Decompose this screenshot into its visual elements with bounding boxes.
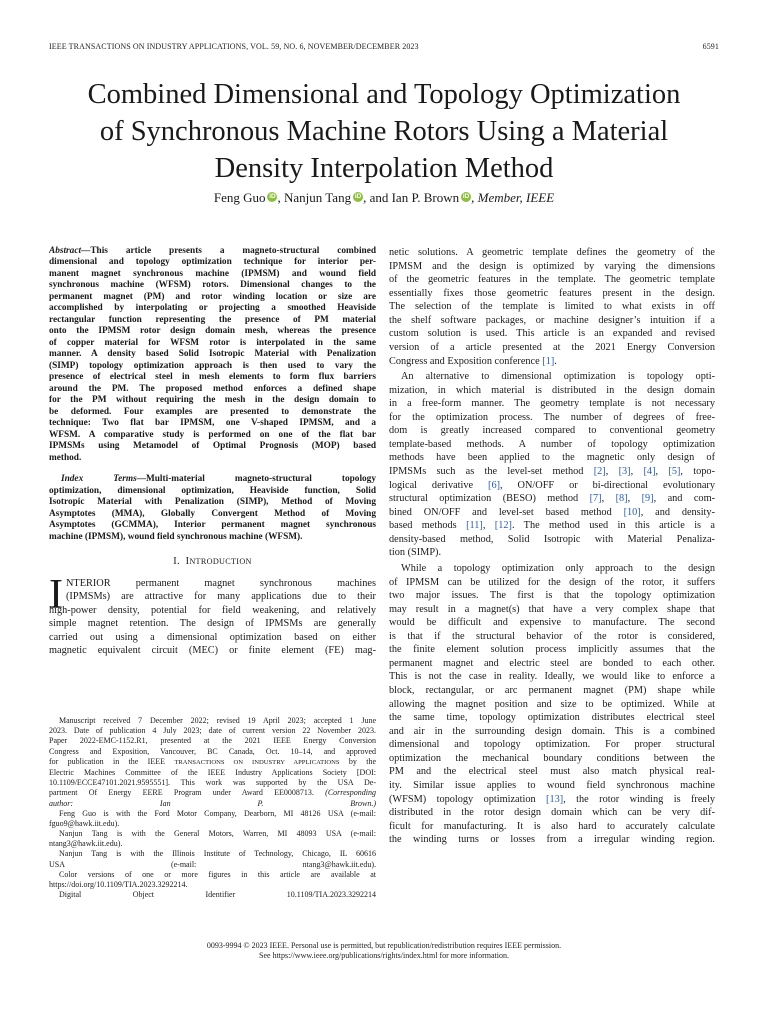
abstract-line: permanent magnet (PM) and rotor winding location or size are: [49, 291, 376, 302]
intro-line: high-power density, potential for field weakening, and relatively: [49, 604, 376, 616]
footnote-email[interactable]: fguo9@hawk.iit.edu).: [49, 818, 120, 828]
body-line: may result in a magnet(s) that have a very complex shape that: [389, 603, 715, 615]
abstract: [49, 246, 376, 464]
citation-link[interactable]: [7]: [589, 493, 602, 505]
intro-line: simple magnet retention. The design of IPMSMs are generally: [49, 618, 376, 630]
body-line: template-based methods. A number of topology optimization: [389, 438, 715, 450]
body-line: IPMSMs such as the level-set method [2], [3], [4], [5], topo-: [389, 466, 715, 477]
abstract-line: Abstract—This article presents a magneto-structural combined: [49, 246, 376, 256]
footnote-email[interactable]: USA (e-mail: ntang3@hawk.iit.edu).: [49, 859, 376, 869]
abstract-line: be deformed. Four examples are presented to demonstrate the: [49, 406, 376, 417]
abstract-line: around the PM. The proposed method enforces a defined shape: [49, 383, 376, 394]
body-line: custom solution is used. This article is an expanded and revised: [389, 328, 715, 340]
body-line: Congress and Exposition conference [1].: [389, 355, 557, 367]
orcid-icon[interactable]: iD: [354, 193, 362, 200]
body-line: tion (SIMP).: [389, 547, 442, 559]
index-terms-line: Index Terms—Multi-material magneto-structural topology: [61, 474, 376, 485]
footnote-line: for publication in the IEEE TRANSACTIONS ON INDUSTRY APPLICATIONS by the: [49, 756, 376, 766]
body-line: permanent magnet and electric steel are bonded to each other.: [389, 657, 715, 669]
body-line: bined ON/OFF and level-set based method [10], and density-: [389, 506, 715, 518]
footnote-link[interactable]: https://doi.org/10.1109/TIA.2023.3292214.: [49, 880, 188, 889]
paper-title: [40, 76, 728, 187]
intro-line: carried out using a dimensional optimization based on either: [49, 631, 376, 643]
body-line: structural optimization (BESO) method [7], [8], [9], and com-: [389, 493, 715, 505]
body-line: for the optimization process. The number of degrees of free-: [389, 411, 715, 423]
citation-link[interactable]: [9]: [641, 493, 654, 505]
abstract-line: of copper material for WFSM rotor is interpolated in the same: [49, 337, 376, 348]
abstract-line: method.: [49, 452, 82, 463]
title-line: Combined Dimensional and Topology Optimization: [87, 79, 681, 110]
paragraph-topology-optimization: [389, 370, 715, 560]
body-line: the finite element solution process implicitly assumes that the: [389, 644, 715, 656]
copyright-notice: 0093-9994 © 2023 IEEE. Personal use is permitted, but republication/redistribution requires IEEE permission.: [206, 941, 562, 950]
citation-link[interactable]: [8]: [615, 493, 628, 505]
intro-line: magnetic equivalent circuit (MEC) or finite element (FE) mag-: [49, 645, 376, 657]
abstract-line: presence of electrical steel in mesh elements to form flux barriers: [49, 372, 376, 383]
paragraph-topology-issues: [389, 562, 715, 847]
footnote-line: Manuscript received 7 December 2022; revised 19 April 2023; accepted 1 June: [59, 716, 376, 725]
doi-note: [49, 890, 376, 900]
running-head: [49, 42, 719, 54]
author-name: Feng Guo: [213, 190, 266, 205]
intro-line: NTERIOR permanent magnet synchronous machines: [66, 577, 376, 589]
doi-identifier: Digital Object Identifier 10.1109/TIA.2023.3292214: [59, 890, 376, 900]
body-line: of IPMSM can be utilized for the design of the rotor, it suffers: [389, 576, 715, 588]
author-membership: , Member, IEEE: [471, 190, 555, 205]
footnote-line: author: Ian P. Brown.): [49, 798, 376, 808]
author-name: , and Ian P. Brown: [363, 190, 460, 205]
left-column: [49, 246, 376, 658]
orcid-icon[interactable]: iD: [462, 193, 470, 200]
body-line: is that if the structural behavior of the rotor is considered,: [389, 630, 715, 642]
footnote-line: Congress and Exposition, Vancouver, BC Canada, Oct. 10–14, and approved: [49, 746, 376, 756]
body-line: would be difficult and expensive to manufacture. The second: [389, 617, 715, 629]
body-line: of the geometric features in the template. The geometric template: [389, 274, 715, 286]
body-line: allowing the magnet position and size to be optimized. While at: [389, 698, 715, 710]
body-line: density-based method, Solid Isotropic with Material Penaliza-: [389, 533, 715, 545]
body-line: dimensional and topology optimization. For proper structural: [389, 739, 715, 751]
footnote-line: Nanjun Tang is with the Illinois Institute of Technology, Chicago, IL 60616: [59, 849, 376, 859]
body-line: and air in the surrounding design domain. This is a combined: [389, 725, 715, 737]
body-line: two major issues. The first is that the topology optimization: [389, 590, 715, 602]
body-line: netic solutions. A geometric template defines the geometry of the: [389, 247, 715, 258]
footnote-line: Color versions of one or more figures in this article are available at: [59, 869, 376, 879]
index-terms-line: optimization, dimensional optimization, Heaviside function, Solid: [49, 485, 376, 496]
abstract-line: manner. A density based Solid Isotropic Material with Penalization: [49, 349, 376, 360]
index-terms-line: machine (IPMSM), wound field synchronous machine (WFSM).: [49, 531, 303, 542]
abstract-line: manent magnet synchronous machine (IPMSM) and wound field: [49, 268, 376, 279]
footnote-line: partment Of Energy EERE Program under Award EE0008713. (Corresponding: [49, 788, 376, 798]
page-number: 6591: [702, 42, 719, 51]
body-line: distributed in the rotor design domain which can be very dif-: [389, 807, 715, 819]
journal-info: IEEE TRANSACTIONS ON INDUSTRY APPLICATIONS, VOL. 59, NO. 6, NOVEMBER/DECEMBER 2023: [49, 42, 419, 51]
body-line: While a topology optimization only approach to the design: [401, 562, 715, 574]
body-line: An alternative to dimensional optimization is topology opti-: [401, 371, 715, 383]
body-line: the same time, topology optimization distributes electrical steel: [389, 712, 715, 724]
right-column: [389, 246, 715, 847]
citation-link[interactable]: [10]: [623, 506, 641, 518]
index-terms-line: Asymptotes (GCMMA), Interior permanent magnet synchronous: [49, 520, 376, 531]
abstract-heading: Abstract: [49, 246, 82, 256]
title-line: of Synchronous Machine Rotors Using a Material: [99, 116, 669, 147]
manuscript-note: [49, 716, 376, 809]
body-line: PM and the electrical steel must also match physical real-: [389, 766, 715, 778]
body-line: ficult for manufacturing. It is also hard to accurately calculate: [389, 820, 715, 832]
citation-link[interactable]: [13]: [546, 793, 564, 805]
body-line: block, rectangular, or arc permanent magnet (PM) shape while: [389, 685, 715, 696]
body-line: essentially fixes those geometric features present in the design.: [389, 287, 715, 299]
footnote-line: Nanjun Tang is with the General Motors, Warren, MI 48093 USA (e-mail:: [59, 829, 376, 839]
abstract-line: rectangular function representing the presence of PM material: [49, 314, 376, 325]
title-line: Density Interpolation Method: [214, 153, 554, 184]
body-line: ity. Similar issue applies to wound field synchronous machine: [389, 779, 715, 791]
body-line: (WFSM) topology optimization [13], the rotor winding is freely: [389, 793, 715, 805]
orcid-icon[interactable]: iD: [269, 193, 276, 200]
citation-link[interactable]: [5]: [668, 466, 681, 477]
section-heading-introduction: I. INTRODUCTION: [173, 556, 252, 568]
index-terms-line: Asymptotes (MMA), Globally Convergent Method of Moving: [49, 508, 376, 519]
body-line: the shelf software packages, or machine designer’s intuition if a: [389, 314, 715, 326]
intro-paragraph: [49, 571, 376, 658]
footnote-line: 2023. Date of publication 4 July 2023; date of current version 22 November 2023.: [49, 726, 376, 736]
footnote-line: Feng Guo is with the Ford Motor Company, Dearborn, MI 48126 USA (e-mail:: [59, 808, 376, 818]
body-line: based methods [11], [12]. The method used in this article is a: [389, 520, 715, 532]
abstract-line: technique: Two flat bar IPMSM, one V-shaped IPMSM, and a: [49, 418, 376, 429]
footnote-line: 10.1109/ECCE47101.2021.9595551]. This work was supported by the USA De-: [49, 778, 376, 788]
index-terms-line: Isotropic Material with Penalization (SIMP), Method of Moving: [49, 497, 376, 508]
drop-cap: I: [49, 571, 63, 618]
abstract-line: synchronous machine (WFSM) rotors. Dimensional changes to the: [49, 280, 376, 291]
citation-link[interactable]: [4]: [643, 466, 656, 477]
citation-link[interactable]: [6]: [488, 479, 501, 491]
abstract-line: for the PM without requiring the mesh in the design domain to: [49, 395, 376, 406]
citation-link[interactable]: [2]: [593, 466, 606, 477]
citation-link[interactable]: [12]: [494, 520, 512, 532]
footnote-line: Paper 2022-EMC-1152.R1, presented at the 2021 IEEE Energy Conversion: [49, 736, 376, 746]
citation-link[interactable]: [1]: [542, 355, 555, 367]
footnote-line: Electric Machines Committee of the IEEE Industry Applications Society [DOI:: [49, 767, 376, 777]
citation-link[interactable]: [11]: [466, 520, 483, 532]
body-line: logical derivative [6], ON/OFF or bi-directional evolutionary: [389, 479, 715, 491]
author-name: , Nanjun Tang: [277, 190, 352, 205]
abstract-line: accomplished by interpolating or projecting a smoothed Heaviside: [49, 303, 376, 314]
rights-link[interactable]: See https://www.ieee.org/publications/rights/index.html for more information.: [259, 951, 509, 961]
abstract-line: IPMSMs using Metamodel of Optimal Prognosis (MOP) based: [49, 441, 376, 452]
footnote-email[interactable]: ntang3@hawk.iit.edu).: [49, 839, 123, 849]
citation-link[interactable]: [3]: [618, 466, 631, 477]
body-line: the winding turns or losses from a irregular winding region.: [389, 834, 715, 846]
author-affiliation-brown: [49, 849, 376, 869]
author-affiliation-tang: [49, 829, 376, 849]
paragraph-geometric-template: [389, 246, 715, 368]
index-terms-heading: Index Terms: [61, 474, 137, 485]
abstract-line: onto the IPMSM rotor design domain mesh, whereas the presence: [49, 326, 376, 337]
color-versions-note: [49, 870, 376, 890]
body-line: dom is greatly increased compared to conventional geometry: [389, 425, 715, 437]
author-list: [40, 189, 728, 207]
abstract-line: WFSM. A comparative study is performed on one of the flat bar: [49, 429, 376, 440]
abstract-line: dimensional and topology optimization technique for interior per-: [49, 257, 376, 268]
copyright-footer: [40, 941, 728, 961]
body-line: in a free-form manner. The geometry template is not necessary: [389, 398, 715, 410]
body-line: version of a article presented at the 2021 Energy Conversion: [389, 341, 715, 353]
body-line: The selection of the template is limited to what exists in off: [389, 301, 715, 313]
body-line: methods have been applied to the magnetic only design of: [389, 452, 715, 464]
index-terms: [49, 474, 376, 543]
body-line: This is not the case in reality. Ideally, we would like to enforce a: [389, 671, 715, 683]
body-line: IPMSM and the design is optimized by varying the dimensions: [389, 260, 715, 272]
body-line: optimization the mechanical boundary conditions between the: [389, 752, 715, 764]
author-affiliation-guo: [49, 809, 376, 829]
abstract-line: (SIMP) topology optimization approach is then used to vary the: [49, 360, 376, 371]
footnotes: [49, 716, 376, 900]
intro-line: (IPMSMs) are attractive for many applications due to their: [66, 591, 376, 603]
body-line: mization, in which material is distributed in the design domain: [389, 384, 715, 396]
